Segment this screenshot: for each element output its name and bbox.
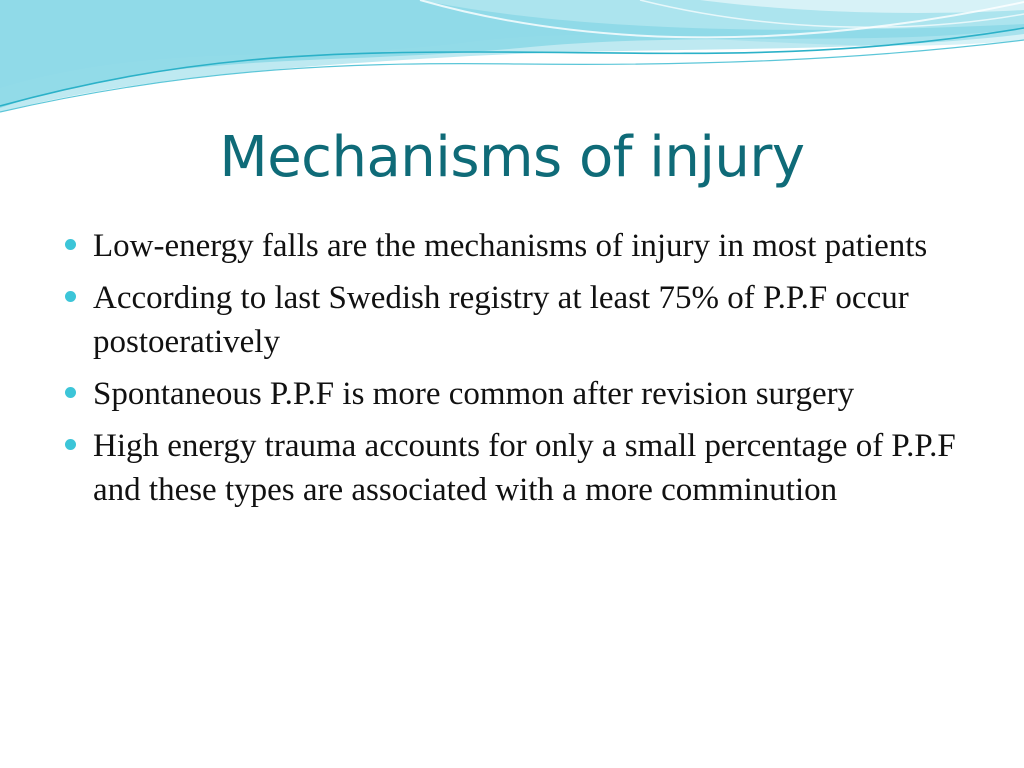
bullet-text: High energy trauma accounts for only a small percentage of P.P.F and these types are associated with a more comminution <box>93 428 956 508</box>
bullet-list <box>62 224 962 520</box>
bullet-item <box>62 372 962 416</box>
bullet-dot-icon <box>65 291 76 302</box>
bullet-item <box>62 424 962 512</box>
bullet-dot-icon <box>65 387 76 398</box>
bullet-item <box>62 224 962 268</box>
bullet-dot-icon <box>65 439 76 450</box>
bullet-item <box>62 276 962 364</box>
bullet-text: Spontaneous P.P.F is more common after revision surgery <box>93 376 855 412</box>
slide-title: Mechanisms of injury <box>219 125 805 190</box>
bullet-text: Low-energy falls are the mechanisms of injury in most patients <box>93 228 928 264</box>
bullet-text: According to last Swedish registry at least 75% of P.P.F occur postoeratively <box>93 280 909 360</box>
header-wave-decoration <box>0 0 1024 130</box>
bullet-dot-icon <box>65 239 76 250</box>
